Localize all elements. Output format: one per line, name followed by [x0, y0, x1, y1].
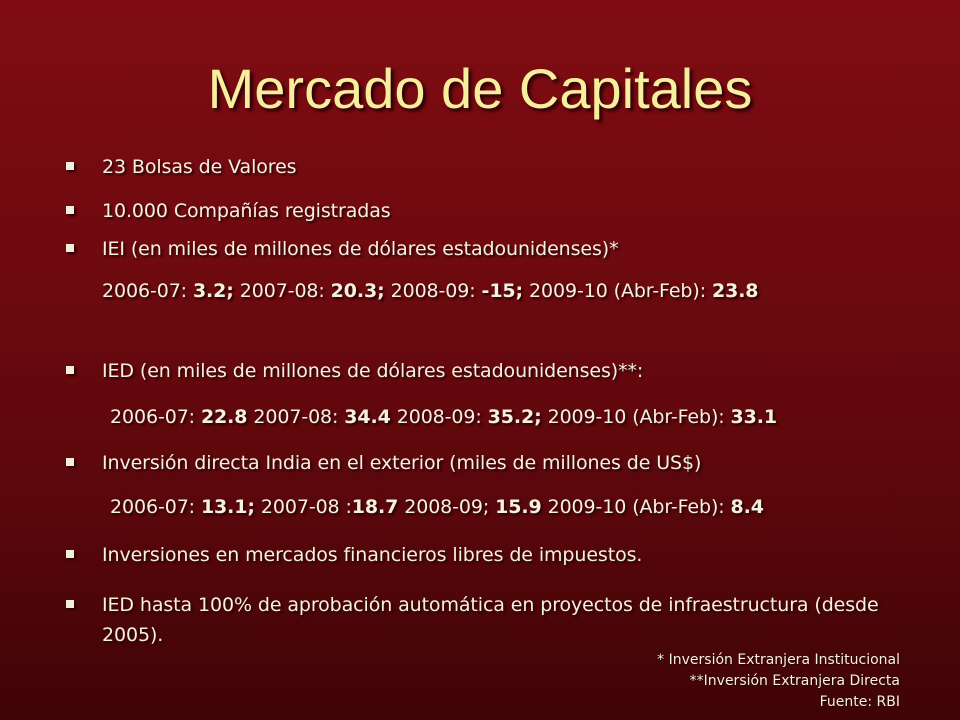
footnote-ied: **Inversión Extranjera Directa: [689, 673, 900, 689]
iei-seg: 23.8: [711, 280, 759, 302]
ied-seg: 2009-10 (Abr-Feb):: [541, 406, 731, 428]
footnote-source: Fuente: RBI: [819, 694, 900, 710]
bullet-text: IEI (en miles de millones de dólares estadounidenses)*: [102, 238, 619, 260]
bullet-marker: [66, 366, 74, 374]
iei-seg: 20.3;: [330, 280, 385, 302]
exterior-seg: 15.9: [495, 496, 542, 518]
footnotes: [480, 650, 900, 713]
iei-seg: 2008-09:: [384, 280, 482, 302]
bullet-text: 10.000 Compañías registradas: [102, 200, 391, 222]
slide-title: Mercado de Capitales: [207, 57, 753, 120]
iei-seg: 2009-10 (Abr-Feb):: [523, 280, 712, 302]
footnote-iei: * Inversión Extranjera Institucional: [657, 652, 900, 668]
exterior-seg: 2009-10 (Abr-Feb):: [541, 496, 731, 518]
ied-seg: 33.1: [730, 406, 778, 428]
exterior-seg: 13.1;: [200, 496, 255, 518]
bullet-bolsas: [102, 152, 902, 182]
bullet-libres-impuestos: [102, 540, 902, 570]
bullet-iei: [102, 234, 902, 264]
exterior-values-line: [110, 492, 910, 522]
bullet-marker: [66, 600, 74, 608]
ied-seg: 35.2;: [487, 406, 542, 428]
exterior-seg: 2007-08 :: [254, 496, 352, 518]
bullet-text: IED hasta 100% de aprobación automática en proyectos de infraestructura (desde 2005).: [102, 594, 879, 646]
iei-seg: 2007-08:: [233, 280, 331, 302]
iei-seg: 3.2;: [192, 280, 234, 302]
ied-seg: 34.4: [344, 406, 391, 428]
bullet-ied: [102, 356, 902, 386]
bullet-marker: [66, 162, 74, 170]
exterior-seg: 2008-09;: [398, 496, 496, 518]
bullet-text: Inversión directa India en el exterior (miles de millones de US$): [102, 452, 702, 474]
bullet-marker: [66, 244, 74, 252]
exterior-seg: 8.4: [730, 496, 764, 518]
ied-seg: 2008-09:: [390, 406, 488, 428]
ied-values-line: [110, 402, 910, 432]
bullet-text: IED (en miles de millones de dólares estadounidenses)**:: [102, 360, 644, 382]
bullet-marker: [66, 550, 74, 558]
bullet-ied-infraestructura: [102, 590, 882, 650]
bullet-companias: [102, 196, 902, 226]
ied-seg: 22.8: [200, 406, 248, 428]
exterior-seg: 18.7: [351, 496, 399, 518]
bullet-text: Inversiones en mercados financieros libres de impuestos.: [102, 544, 643, 566]
iei-seg: 2006-07:: [102, 280, 193, 302]
ied-seg: 2007-08:: [247, 406, 345, 428]
iei-seg: -15;: [481, 280, 524, 302]
bullet-inversion-exterior: [102, 448, 902, 478]
bullet-text: 23 Bolsas de Valores: [102, 156, 297, 178]
bullet-marker: [66, 458, 74, 466]
ied-seg: 2006-07:: [110, 406, 201, 428]
exterior-seg: 2006-07:: [110, 496, 201, 518]
iei-values-line: [102, 276, 902, 306]
bullet-marker: [66, 206, 74, 214]
